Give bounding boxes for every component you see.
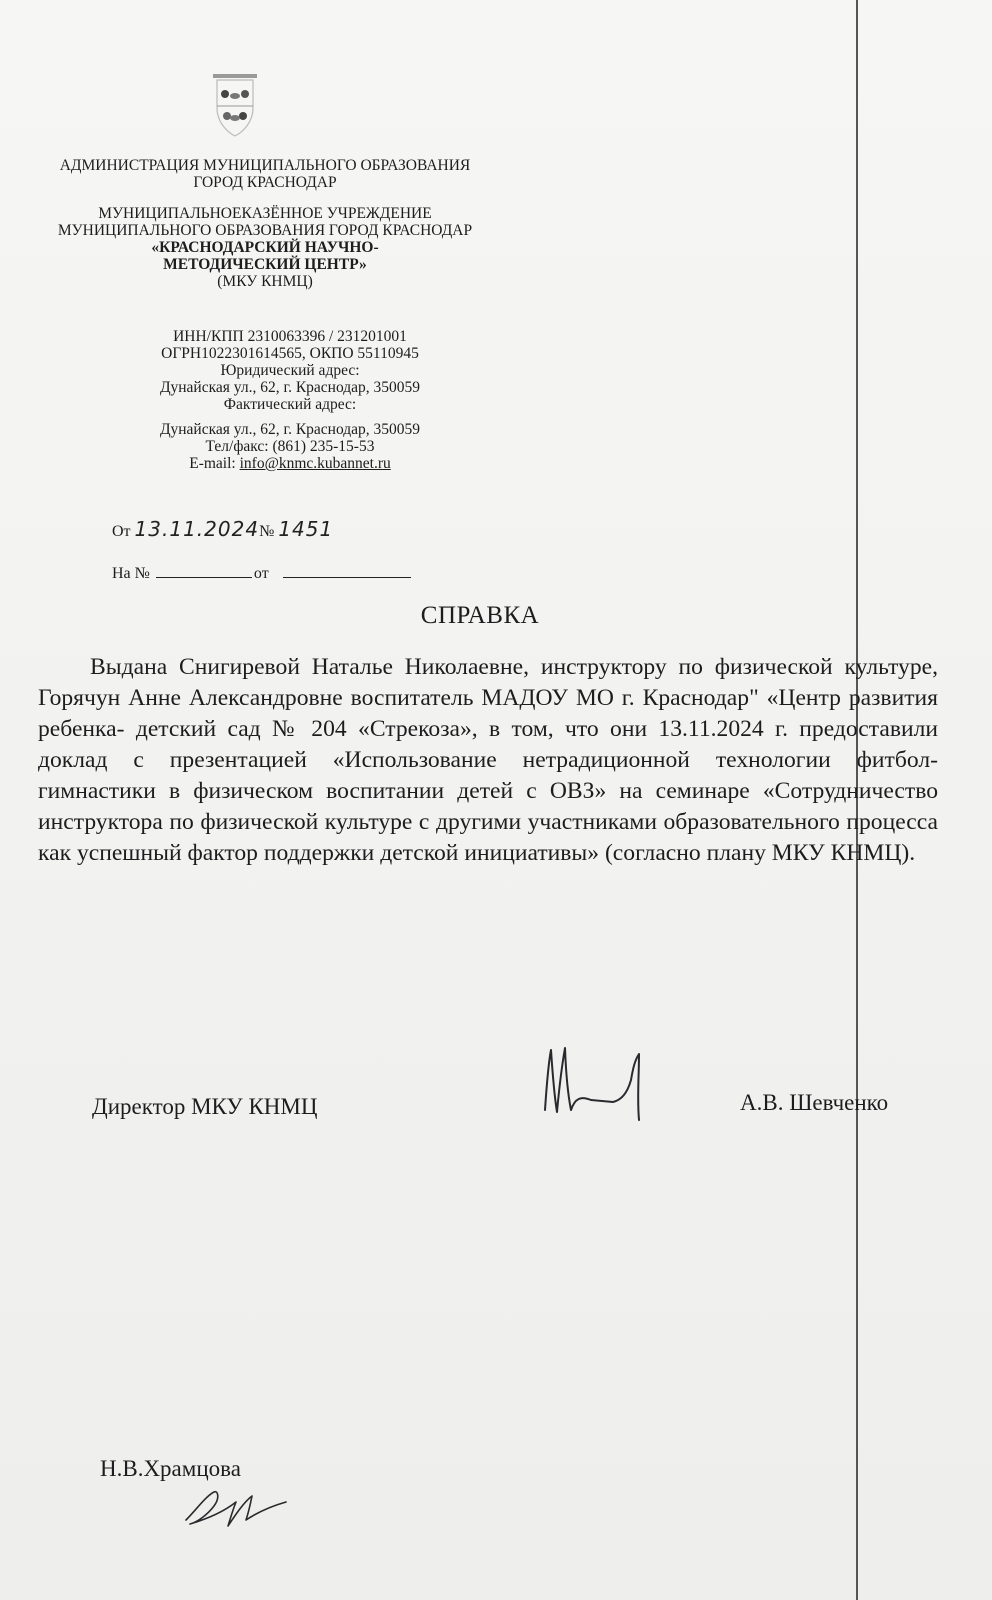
incoming-date-blank bbox=[283, 563, 411, 578]
incoming-number-label: На № bbox=[112, 565, 150, 582]
actual-address: Дунайская ул., 62, г. Краснодар, 350059 bbox=[159, 421, 421, 438]
signatory-position: Директор МКУ КНМЦ bbox=[92, 1094, 318, 1119]
org-line-2: МУНИЦИПАЛЬНОГО ОБРАЗОВАНИЯ ГОРОД КРАСНОДАР bbox=[57, 222, 473, 239]
outgoing-date: 13.11.2024 bbox=[134, 517, 260, 541]
executor-name: Н.В.Храмцова bbox=[100, 1456, 241, 1481]
ogrn-okpo: ОГРН1022301614565, ОКПО 55110945 bbox=[161, 345, 419, 362]
org-line-1: МУНИЦИПАЛЬНОЕКАЗЁННОЕ УЧРЕЖДЕНИЕ bbox=[98, 205, 432, 222]
email-line bbox=[100, 455, 480, 472]
admin-line-1: АДМИНИСТРАЦИЯ МУНИЦИПАЛЬНОГО ОБРАЗОВАНИЯ bbox=[59, 157, 471, 174]
org-name-line-1: «КРАСНОДАРСКИЙ НАУЧНО- bbox=[151, 239, 379, 256]
director-signature bbox=[535, 1040, 655, 1130]
legal-address-label: Юридический адрес: bbox=[220, 362, 360, 379]
outgoing-number-label: № bbox=[259, 523, 275, 540]
admin-line-2: ГОРОД КРАСНОДАР bbox=[193, 174, 337, 191]
organization-requisites bbox=[100, 328, 480, 472]
org-name-line-2: МЕТОДИЧЕСКИЙ ЦЕНТР» bbox=[163, 256, 367, 273]
executor-signature bbox=[180, 1480, 290, 1530]
outgoing-number: 1451 bbox=[278, 517, 334, 541]
legal-address: Дунайская ул., 62, г. Краснодар, 350059 bbox=[159, 379, 421, 396]
document-title: СПРАВКА bbox=[420, 602, 540, 629]
organization-header bbox=[20, 157, 510, 290]
document-body: Выдана Снигиревой Наталье Николаевне, инструктору по физической культуре, Горячун Анне Александровне воспитатель МАДОУ МО г. Краснодар" «Центр развития ребенка- детский сад № 204 «Стрекоза», в том, что они 13.11.2024 г. предоставили доклад с презентацией «Использование нетрадиционной технологии фитбол- гимнастики в физическом воспитании детей с ОВЗ» на семинаре «Сотрудничество инструктора по физической культуре с другими участниками образовательного процесса как успешный фактор поддержки детской инициативы» (согласно плану МКУ КНМЦ). bbox=[38, 654, 938, 866]
email-label: E-mail: bbox=[189, 455, 240, 472]
krasnodar-coat-of-arms-icon bbox=[205, 70, 265, 140]
incoming-from-label: от bbox=[253, 565, 269, 582]
email-link[interactable]: info@knmc.kubannet.ru bbox=[239, 455, 391, 472]
incoming-number-blank bbox=[156, 563, 252, 578]
signatory-name: А.В. Шевченко bbox=[740, 1090, 889, 1115]
outgoing-from-label: От bbox=[112, 523, 131, 540]
actual-address-label: Фактический адрес: bbox=[223, 396, 357, 413]
inn-kpp: ИНН/КПП 2310063396 / 231201001 bbox=[173, 328, 407, 345]
phone-fax: Тел/факс: (861) 235-15-53 bbox=[205, 438, 375, 455]
org-abbreviation: (МКУ КНМЦ) bbox=[217, 273, 313, 290]
incoming-reference bbox=[112, 563, 411, 583]
outgoing-reference bbox=[112, 517, 333, 541]
